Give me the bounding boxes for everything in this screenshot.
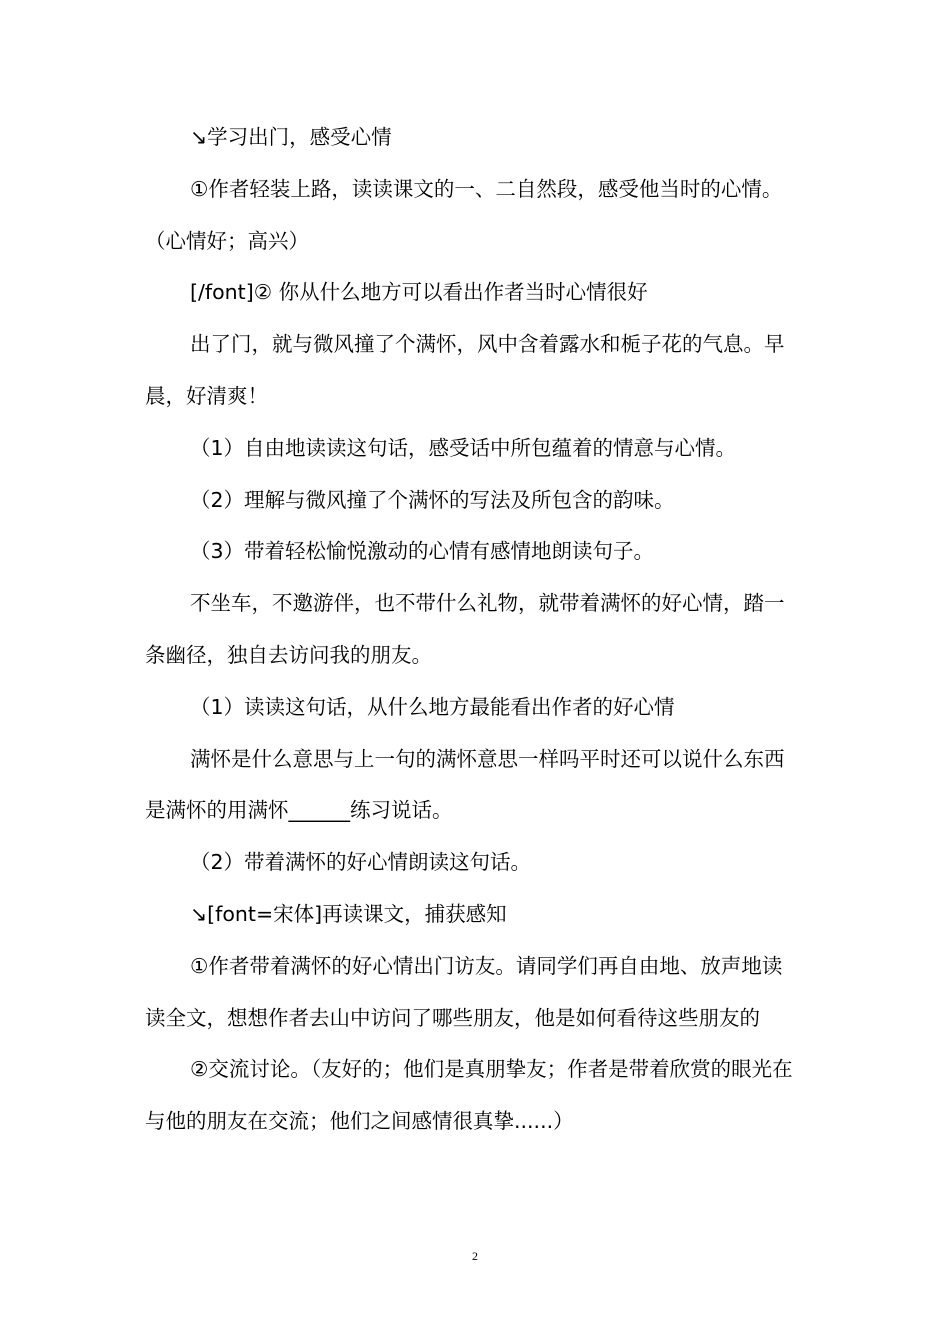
document-body (145, 112, 795, 1148)
paragraph-where-question: [/font]② 你从什么地方可以看出作者当时心情很好 (190, 280, 648, 305)
section-heading-reread: ↘[font=宋体]再读课文，捕获感知 (190, 901, 507, 926)
paragraph-quote-visit: 不坐车，不邀游伴，也不带什么礼物，就带着满怀的好心情，踏一条幽径，独自去访问我的朋友。 (145, 591, 785, 667)
paragraph-task-3: （3）带着轻松愉悦激动的心情有感情地朗读句子。 (190, 539, 655, 564)
paragraph-task-read-aloud: （2）带着满怀的好心情朗读这句话。 (190, 850, 532, 875)
paragraph-reread-question: ①作者带着满怀的好心情出门访友。请同学们再自由地、放声地读读全文，想想作者去山中访问了哪些朋友，他是如何看待这些朋友的 (145, 953, 783, 1030)
paragraph-task-2: （2）理解与微风撞了个满怀的写法及所包含的韵味。 (190, 487, 675, 512)
section-heading-going-out: ↘学习出门，感受心情 (190, 125, 392, 149)
paragraph-task-1: （1）自由地读读这句话，感受话中所包蕴着的情意与心情。 (190, 435, 737, 460)
paragraph-task-read: （1）读读这句话，从什么地方最能看出作者的好心情 (190, 694, 675, 719)
page-number: 2 (472, 1249, 478, 1263)
paragraph-mood-question: ①作者轻装上路，读读课文的一、二自然段，感受他当时的心情。（心情好；高兴） (145, 176, 783, 253)
paragraph-discussion: ②交流讨论。（友好的；他们是真朋挚友；作者是带着欣赏的眼光在与他的朋友在交流；他们之间感情很真挚......） (145, 1057, 793, 1134)
paragraph-manhuai-question: 满怀是什么意思与上一句的满怀意思一样吗平时还可以说什么东西是满怀的用满怀______练习说话。 (145, 746, 785, 823)
paragraph-quote-breeze: 出了门，就与微风撞了个满怀，风中含着露水和栀子花的气息。早晨，好清爽！ (145, 332, 785, 408)
